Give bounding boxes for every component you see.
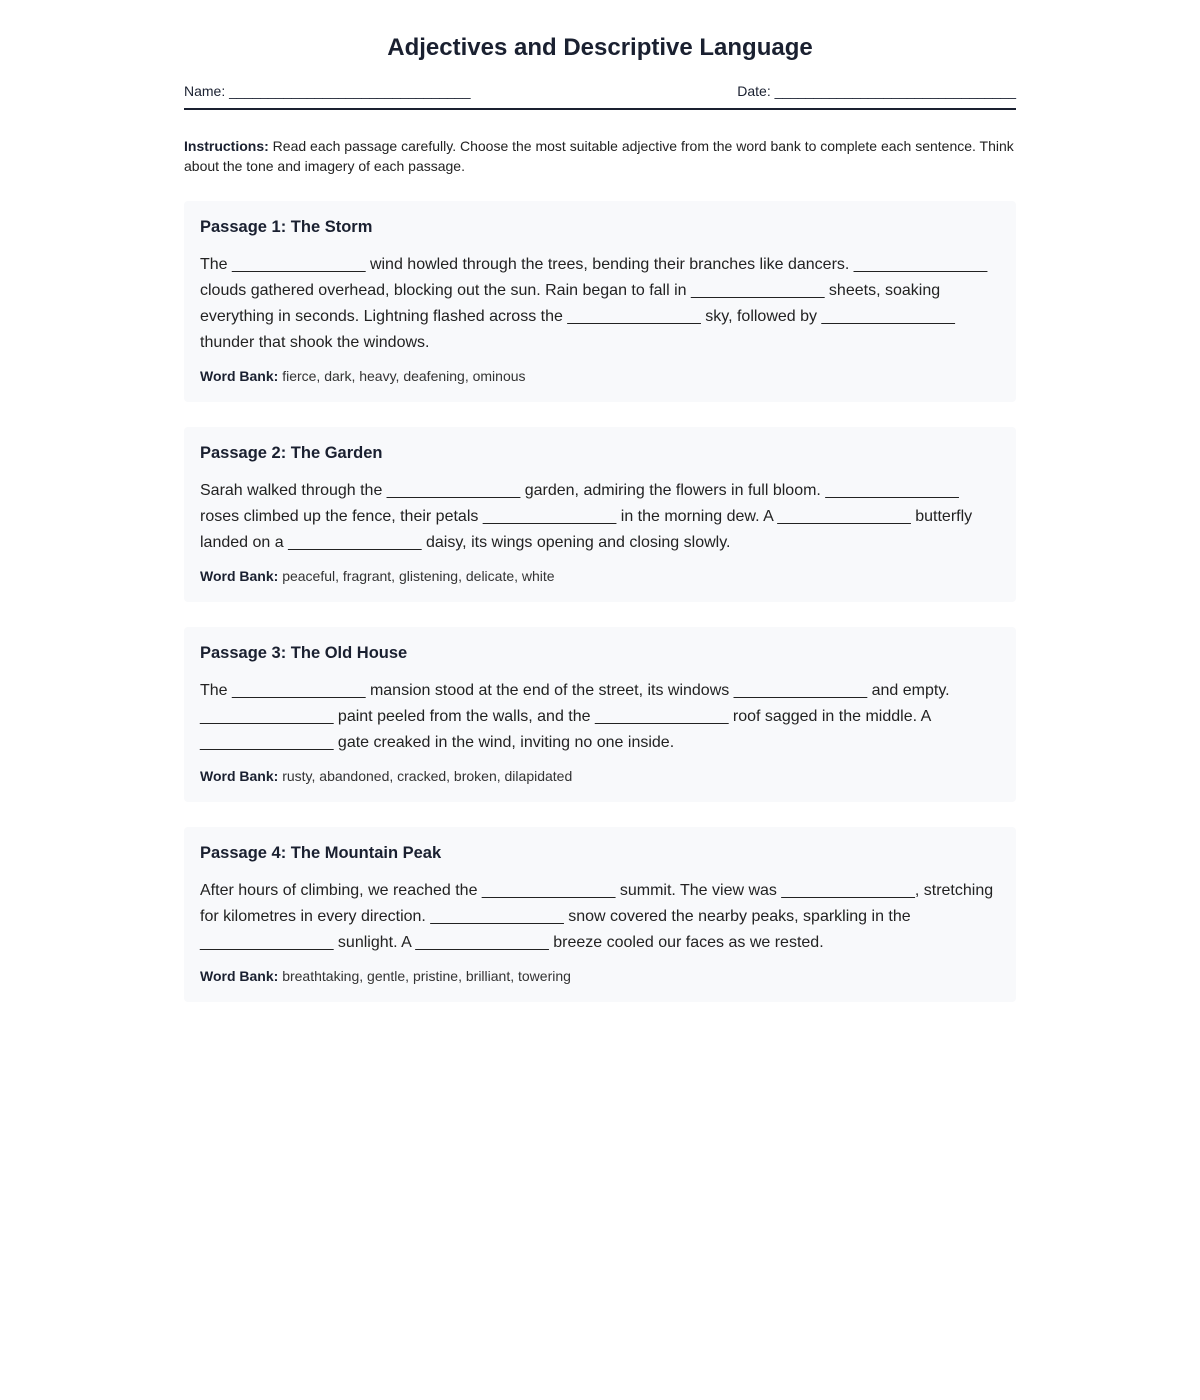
- passage-segment: breeze cooled our faces as we rested.: [548, 934, 824, 951]
- word-bank-words: peaceful, fragrant, glistening, delicate, white: [278, 568, 555, 584]
- student-info-row: [184, 82, 1016, 110]
- answer-blank[interactable]: _______________: [232, 256, 366, 273]
- answer-blank[interactable]: _______________: [594, 708, 729, 725]
- answer-blank[interactable]: _______________: [232, 682, 366, 699]
- worksheet-title: Adjectives and Descriptive Language: [387, 34, 813, 61]
- passage-segment: sheets, soaking everything in seconds. Lightning flashed across the: [200, 282, 941, 325]
- date-line[interactable]: _______________________________: [774, 83, 1016, 99]
- passage-segment: Sarah walked through the: [200, 482, 387, 499]
- answer-blank[interactable]: _______________: [288, 534, 422, 551]
- passage-card: [184, 827, 1016, 1002]
- passage-segment: paint peeled from the walls, and the: [333, 708, 595, 725]
- name-line[interactable]: _______________________________: [229, 83, 471, 99]
- answer-blank[interactable]: _______________: [781, 882, 915, 899]
- word-bank-words: fierce, dark, heavy, deafening, ominous: [278, 368, 526, 384]
- passage-segment: butterfly landed on a: [200, 508, 973, 551]
- passage-segment: mansion stood at the end of the street, its windows: [365, 682, 734, 699]
- word-bank: [200, 367, 1000, 385]
- answer-blank[interactable]: _______________: [691, 282, 825, 299]
- answer-blank[interactable]: _______________: [777, 508, 911, 525]
- answer-blank[interactable]: _______________: [567, 308, 701, 325]
- passage-segment: snow covered the nearby peaks, sparkling in the: [563, 908, 911, 925]
- passage-segment: After hours of climbing, we reached the: [200, 882, 482, 899]
- passage-text: [200, 878, 1000, 956]
- passage-card: [184, 627, 1016, 802]
- passage-title: Passage 3: The Old House: [200, 644, 408, 662]
- passage-segment: summit. The view was: [615, 882, 782, 899]
- answer-blank[interactable]: _______________: [200, 708, 334, 725]
- passage-segment: and empty.: [867, 682, 950, 699]
- passage-segment: , stretching for kilometres in every direction.: [200, 882, 994, 925]
- passage-title: Passage 4: The Mountain Peak: [200, 844, 442, 862]
- passage-list: [184, 201, 1016, 1002]
- word-bank: [200, 567, 1000, 585]
- date-field[interactable]: [737, 82, 1016, 100]
- answer-blank[interactable]: _______________: [415, 934, 549, 951]
- name-field[interactable]: [184, 82, 471, 100]
- word-bank: [200, 967, 1000, 985]
- passage-segment: garden, admiring the flowers in full bloom.: [520, 482, 826, 499]
- passage-text: [200, 478, 1000, 556]
- answer-blank[interactable]: _______________: [200, 934, 334, 951]
- worksheet-page: [184, 0, 1016, 1002]
- instructions: [184, 136, 1016, 176]
- word-bank: [200, 767, 1000, 785]
- word-bank-label: Word Bank:: [200, 768, 279, 784]
- passage-segment: The: [200, 682, 233, 699]
- date-label: Date:: [737, 83, 771, 99]
- word-bank-label: Word Bank:: [200, 368, 279, 384]
- passage-segment: The: [200, 256, 233, 273]
- answer-blank[interactable]: _______________: [853, 256, 988, 273]
- passage-segment: roses climbed up the fence, their petals: [200, 508, 483, 525]
- answer-blank[interactable]: _______________: [481, 882, 616, 899]
- name-label: Name:: [184, 83, 226, 99]
- passage-card: [184, 201, 1016, 402]
- passage-segment: daisy, its wings opening and closing slowly.: [421, 534, 731, 551]
- word-bank-label: Word Bank:: [200, 968, 279, 984]
- passage-segment: gate creaked in the wind, inviting no one inside.: [333, 734, 675, 751]
- passage-segment: roof sagged in the middle. A: [728, 708, 931, 725]
- instructions-label: Instructions:: [184, 138, 269, 154]
- answer-blank[interactable]: _______________: [482, 508, 617, 525]
- answer-blank[interactable]: _______________: [733, 682, 868, 699]
- answer-blank[interactable]: _______________: [200, 734, 334, 751]
- passage-segment: sunlight. A: [333, 934, 416, 951]
- passage-segment: sky, followed by: [700, 308, 822, 325]
- passage-text: [200, 678, 1000, 756]
- passage-segment: thunder that shook the windows.: [200, 334, 430, 351]
- passage-segment: in the morning dew. A: [616, 508, 778, 525]
- passage-segment: wind howled through the trees, bending their branches like dancers.: [365, 256, 854, 273]
- passage-text: [200, 252, 1000, 356]
- word-bank-words: rusty, abandoned, cracked, broken, dilapidated: [278, 768, 573, 784]
- answer-blank[interactable]: _______________: [821, 308, 955, 325]
- answer-blank[interactable]: _______________: [430, 908, 564, 925]
- word-bank-label: Word Bank:: [200, 568, 279, 584]
- passage-title: Passage 2: The Garden: [200, 444, 383, 462]
- answer-blank[interactable]: _______________: [825, 482, 959, 499]
- passage-segment: clouds gathered overhead, blocking out the sun. Rain began to fall in: [200, 282, 691, 299]
- passage-card: [184, 427, 1016, 602]
- passage-title: Passage 1: The Storm: [200, 218, 373, 236]
- word-bank-words: breathtaking, gentle, pristine, brilliant, towering: [278, 968, 571, 984]
- answer-blank[interactable]: _______________: [386, 482, 521, 499]
- instructions-text: Read each passage carefully. Choose the most suitable adjective from the word bank to complete each sentence. Think about the tone and imagery of each passage.: [184, 138, 1014, 174]
